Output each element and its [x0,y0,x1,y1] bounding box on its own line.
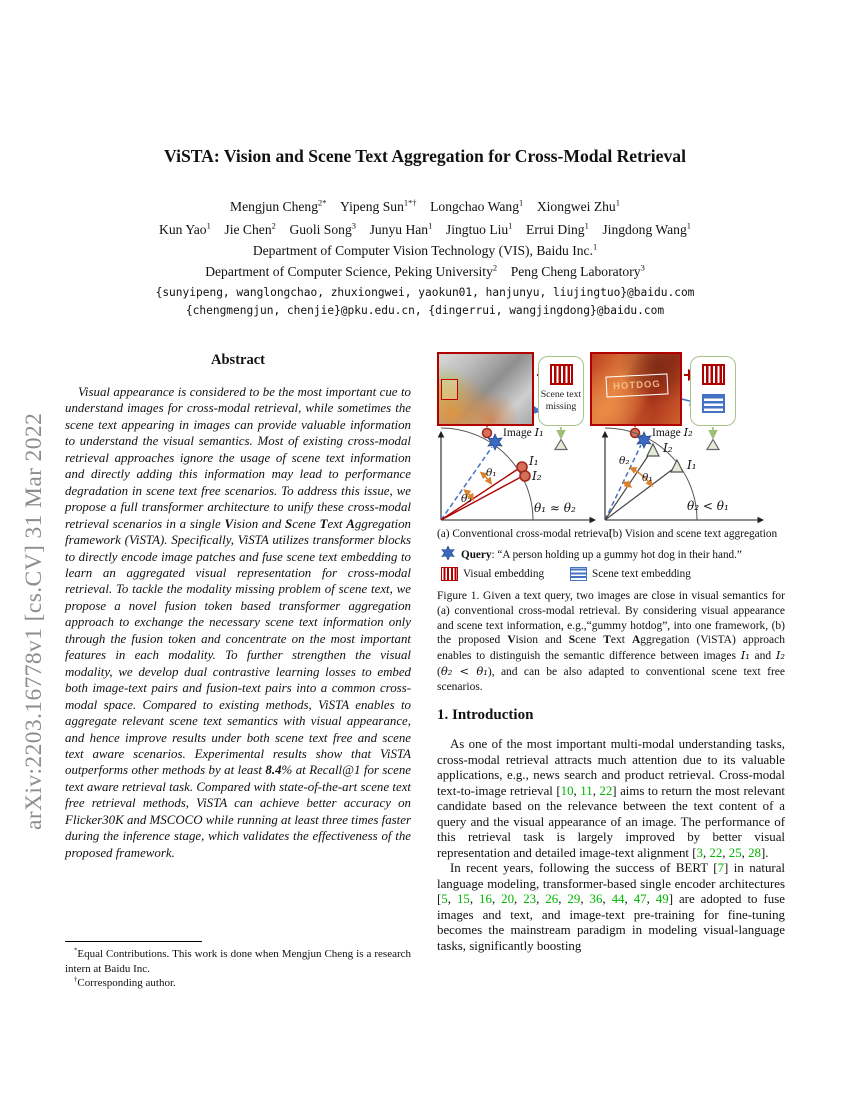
text-segment: 3 [351,219,356,230]
fused-point-a [555,440,567,450]
i1-label-b: I₁ [687,458,697,472]
text-segment: 1 [615,197,620,208]
text-segment: , [447,892,457,906]
photo-a-detection-box [441,379,458,400]
query-text: : “A person holding up a gummy hot dog in their hand.” [491,549,742,561]
text-segment: T [603,634,611,647]
text-segment [432,222,446,237]
figure-1 [437,348,785,586]
figure-legend-embeddings [441,567,785,581]
text-segment: 8.4 [265,763,282,778]
citation-link[interactable]: 15 [456,892,470,906]
text-segment: T [319,516,328,531]
citation-link[interactable]: 3 [696,845,703,860]
text-segment: 1 [592,241,598,252]
text-segment: ext [610,634,632,647]
text-segment: , [624,892,634,906]
theta1-label-a: θ₁ [486,467,497,479]
i2-triangle [647,444,659,456]
fused-point-b [707,440,719,450]
text-segment: Yipeng Sun [340,199,404,214]
text-segment: A [346,516,355,531]
author-line-2 [45,219,805,242]
citation-link[interactable]: 22 [709,845,723,860]
citation-link[interactable]: 5 [441,892,448,906]
citation-link[interactable]: 16 [479,892,492,906]
i1-triangle [671,460,683,472]
text-segment: 2 [271,219,276,230]
text-segment: , [580,892,590,906]
diagram-b [605,428,763,520]
text-segment: 2* [318,197,327,208]
text-segment: † [74,976,78,984]
panel-a-caption: (a) Conventional cross-modal retrieval [437,528,612,540]
arxiv-identifier: arXiv:2203.16778v1 [cs.CV] 31 Mar 2022 [21,412,47,830]
visual-embedding-icon [702,364,725,385]
text-segment: In recent years, following the success of BERT [ [450,861,718,875]
text-segment: Image [503,427,535,439]
citation-link[interactable]: 7 [717,861,725,875]
text-segment: and [749,650,776,663]
text-segment [211,222,225,237]
text-segment: I₂ [775,648,785,663]
relation-label-a: θ₁ ≈ θ₂ [534,501,576,515]
text-segment: ision and [515,634,569,647]
text-segment: ext [327,516,347,531]
text-segment: , [536,892,546,906]
text-segment: θ₂ < θ₁ [440,663,488,678]
text-segment: ] in natural language modeling, transformer-based single encoder architectures [ [437,861,785,906]
embedding-box-b [690,356,736,426]
query-star-icon [441,546,455,560]
citation-link[interactable]: 28 [748,845,761,860]
text-segment: , [558,892,568,906]
email-block [65,284,785,320]
text-segment: Kun Yao [159,221,207,237]
text-segment: ggregation framework (ViSTA). Specifically, ViSTA utilizes transformer blocks to directly encode image patches and fuse scene text embedding to learn an aggregated visual representation for cross-modal retrieval. To tackle the modality missing problem of scene text, we propose a novel fusion token based transformer aggregation approach to exchange the necessary scene text information only through the fusion token and concentrate on the most important features in each modality. To further strengthen the visual modality, we develop dual contrastive learning losses to embed both image-text pairs and fusion-text pairs into a common cross-modal space. Compared to existing methods, ViSTA enables to aggregate relevant scene text semantics with visual appearance, and hence improve results under both scene text free and scene text aware scenarios. Experimental results show that ViSTA outperforms other methods by at least [65,516,412,778]
photo-image-i2 [590,352,682,426]
text-segment: , [646,892,656,906]
text-segment: ] aims to return the most relevant candidate based on the relevance between the text content of a query and the visual appearance of an image. The performance of this retrieval task is largely improved by better visual representation and detailed image-text alignment [ [437,783,785,860]
text-segment: , [514,892,524,906]
footnote-corresponding-author [65,976,411,991]
text-segment: I₁ [740,648,750,663]
affiliation-line-2 [65,262,785,283]
i2-point [520,471,530,481]
text-segment: , [602,892,612,906]
citation-link[interactable]: 10 [560,783,574,798]
text-segment: ] are adopted to fuse images and text, and image-text pre-training for fine-tuning becomes the mainstream paradigm in modeling visual-language tasks, significantly boosting [437,892,785,953]
figure-legend-query [441,546,785,561]
text-segment: Corresponding author. [77,977,176,989]
text-segment: 1 [428,219,433,230]
i2-label-a: I₂ [532,469,542,483]
text-segment: Department of Computer Vision Technology (VIS), Baidu Inc. [252,243,593,258]
citation-link[interactable]: 22 [599,783,613,798]
photo-image-i1 [437,352,534,426]
text-segment: S [568,634,576,647]
author-block [45,196,805,241]
text-segment: , [722,845,729,860]
text-segment: ), and can be also adapted to conventional scene text free scenarios. [437,665,785,693]
text-segment: Longchao Wang [430,199,519,214]
text-segment: Peng Cheng Laboratory [510,263,641,279]
text-segment: 1 [206,219,211,230]
citation-link[interactable]: 11 [580,783,593,798]
text-segment: I₁ [534,425,544,439]
footnote-equal-contributions [65,947,411,976]
text-segment: Figure 1. Given a text query, two images are close in visual semantics for (a) conventional cross-modal retrieval. By considering visual appearance and scene text information, e.g.,“gummy hotdog”, into one framework, (b) the proposed [437,590,785,647]
introduction-paragraph-1 [437,737,785,861]
introduction-section [437,707,785,954]
hotdog-scene-text-box: HOTDOG [605,373,668,397]
text-segment: cene [575,634,604,647]
text-segment [512,222,526,237]
figure-1-caption [437,589,785,695]
text-segment: Jingdong Wang [602,221,687,237]
text-segment [356,222,370,237]
text-segment: , [702,845,710,860]
text-segment: Jie Chen [224,221,272,237]
visual-embedding-icon [441,567,458,581]
footnote-rule [65,941,202,942]
text-segment [497,264,511,279]
text-segment: , [592,783,600,798]
footnote-block [65,941,411,991]
citation-link[interactable]: 26 [545,892,559,906]
scene-text-embedding-icon [702,394,725,413]
visual-embedding-label: Visual embedding [463,568,545,580]
introduction-heading: 1. Introduction [437,707,534,723]
abstract-section [65,352,411,861]
text-segment [589,222,603,237]
citation-link[interactable]: 29 [567,892,581,906]
text-segment: , [491,892,502,906]
citation-link[interactable]: 25 [728,845,742,860]
text-segment: Guoli Song [289,221,352,237]
text-segment: Xiongwei Zhu [536,199,616,214]
citation-link[interactable]: 47 [633,892,647,906]
text-segment: I₂ [683,425,693,439]
text-segment: 1 [519,197,524,208]
citation-link[interactable]: 44 [611,892,625,906]
query-label: Query [461,549,492,561]
text-segment: 1 [584,219,589,230]
text-segment: 3 [640,261,645,272]
text-segment: Image [652,427,684,439]
image-point-i1 [483,429,492,438]
abstract-heading: Abstract [211,352,265,368]
text-segment: As one of the most important multi-modal understanding tasks, cross-modal retrieval attracts much attention due to its valuable applications, e.g., news search and product retrieval. Cross-modal text-to-image retrieval [ [437,737,785,798]
text-segment: , [573,783,581,798]
scene-text-embedding-label: Scene text embedding [592,568,691,580]
text-segment [326,199,340,214]
text-segment: 1 [508,219,513,230]
theta2-label-a: θ₂ [461,493,472,505]
visual-embedding-icon [550,364,573,385]
relation-label-b: θ₂ < θ₁ [687,499,729,513]
text-segment: Equal Contributions. This work is done when Mengjun Cheng is a research intern at Baidu Inc. [65,948,411,975]
text-segment: A [631,634,641,647]
text-segment: 2 [492,261,498,272]
paper-title: ViSTA: Vision and Scene Text Aggregation for Cross-Modal Retrieval [164,146,686,166]
citation-link[interactable]: 36 [589,892,603,906]
text-segment: Department of Computer Science, Peking University [205,263,493,279]
abstract-text [65,384,411,861]
scene-text-missing-label: Scene text missing [540,389,582,412]
theta1-label-b: θ₁ [642,472,653,484]
panel-b-caption: (b) Vision and scene text aggregation [609,528,778,540]
affiliation-block [65,241,785,282]
text-segment: Junyu Han [369,221,429,237]
image-i1-label [503,425,544,439]
text-segment [523,199,537,214]
i2-label-b: I₂ [663,441,673,455]
text-segment: Errui Ding [526,221,585,237]
text-segment: Visual appearance is considered to be the most important cue to understand images for cross-modal retrieval, while sometimes the scene text appearing in images can provide valuable information to understand the visual semantics. Most of existing cross-modal retrieval approaches ignore the usage of scene text information and directly adding this information may lead to performance degradation in scene text free scenarios. To address this issue, we propose a full transformer architecture to unify these cross-modal retrieval scenarios in a single [65,385,411,531]
introduction-paragraph-2 [437,861,785,954]
citation-link[interactable]: 23 [523,892,537,906]
diagram-a [441,428,595,520]
text-segment: , [469,892,480,906]
text-segment: Mengjun Cheng [230,199,319,214]
theta2-label-b: θ₂ [619,455,630,467]
text-segment: cene [292,516,320,531]
embedding-box-a [538,356,584,426]
email-line-1: {sunyipeng, wanglongchao, zhuxiongwei, yaokun01, hanjunyu, liujingtuo}@baidu.com [155,286,695,299]
text-segment: 1*† [403,197,417,208]
text-segment: * [74,947,78,955]
text-segment: Jingtuo Liu [445,221,509,237]
text-segment: V [507,634,516,647]
i1-label-a: I₁ [529,454,539,468]
text-segment: 1 [686,219,691,230]
text-segment: ggregation (ViSTA) approach enables to distinguish the semantic difference between images [437,634,785,663]
text-segment [417,199,431,214]
author-line-1 [45,196,805,219]
scene-text-embedding-icon [570,567,587,581]
text-segment [276,222,290,237]
text-segment: ision and [233,516,286,531]
image-i2-label [652,425,693,439]
text-segment: , [741,845,749,860]
arxiv-sidebar [18,282,54,830]
citation-link[interactable]: 20 [501,892,515,906]
text-segment: V [224,516,234,531]
affiliation-line-1 [65,241,785,262]
text-segment: S [285,516,293,531]
email-line-2: {chengmengjun, chenjie}@pku.edu.cn, {dingerrui, wangjingdong}@baidu.com [185,304,665,317]
text-segment: ]. [760,845,769,860]
text-segment: ( [437,665,441,678]
text-segment: % at Recall@1 for scene text aware retrieval task. Compared with state-of-the-art scene text free retrieval methods, ViSTA can achieve better accuracy on Flicker30K and MSCOCO while running at least three times faster during the inference stage, which validates the effectiveness of the proposed framework. [65,763,411,860]
citation-link[interactable]: 49 [655,892,669,906]
